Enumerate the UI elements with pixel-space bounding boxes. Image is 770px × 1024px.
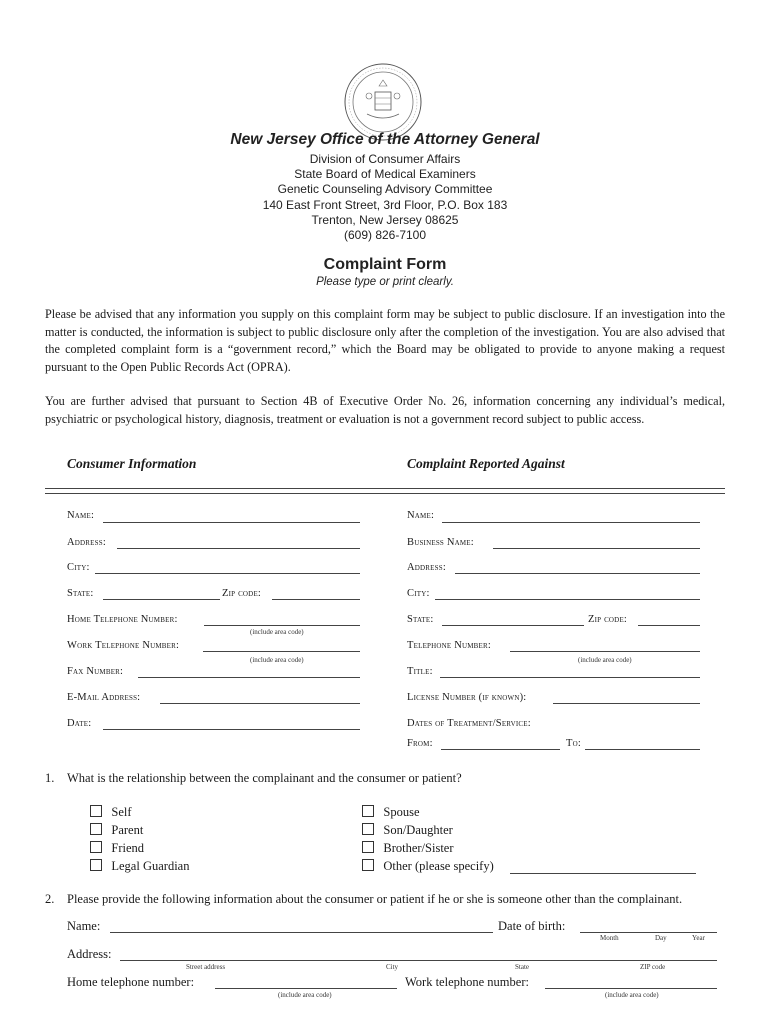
q2-name-label: Name: [67, 919, 101, 933]
option-label: Self [111, 805, 132, 819]
against-to-label: To: [566, 738, 581, 749]
state-hint: State [515, 963, 529, 971]
option-label: Brother/Sister [383, 841, 454, 855]
consumer-home-phone-label: Home Telephone Number: [67, 614, 178, 625]
against-state-field[interactable] [442, 625, 584, 626]
against-dates-label: Dates of Treatment/Service: [407, 718, 531, 729]
form-subtitle: Please type or print clearly. [316, 276, 454, 288]
consumer-zip-label: Zip code: [222, 588, 262, 599]
checkbox[interactable] [362, 859, 374, 871]
address-line: Trenton, New Jersey 08625 [311, 212, 459, 227]
consumer-name-field[interactable] [103, 522, 360, 523]
checkbox[interactable] [362, 823, 374, 835]
against-state-label: State: [407, 614, 434, 625]
consumer-date-field[interactable] [103, 729, 360, 730]
q2-address-label: Address: [67, 947, 112, 961]
address-line: State Board of Medical Examiners [294, 167, 476, 182]
against-zip-label: Zip code: [588, 614, 628, 625]
option-label: Spouse [383, 805, 420, 819]
address-line: (609) 826-7100 [343, 228, 427, 243]
q2-text: Please provide the following information about the consumer or patient if he or she is someone other than the complainant. [67, 892, 683, 906]
consumer-fax-label: Fax Number: [67, 666, 124, 677]
other-specify-field[interactable] [510, 873, 696, 874]
against-title-label: Title: [407, 666, 433, 677]
consumer-state-label: State: [67, 588, 94, 599]
checkbox[interactable] [90, 841, 102, 853]
q2-work-phone-field[interactable] [545, 988, 717, 989]
option-label: Parent [111, 823, 144, 837]
option-parent[interactable] [90, 823, 143, 838]
against-title-field[interactable] [440, 677, 700, 678]
agency-title: New Jersey Office of the Attorney General [230, 131, 540, 148]
consumer-address-label: Address: [67, 537, 106, 548]
checkbox[interactable] [90, 859, 102, 871]
address-line: Genetic Counseling Advisory Committee [277, 182, 493, 197]
address-line: Division of Consumer Affairs [309, 152, 461, 166]
consumer-work-phone-field[interactable] [203, 651, 360, 652]
consumer-home-phone-field[interactable] [204, 625, 360, 626]
area-code-hint: (include area code) [250, 628, 304, 636]
q2-home-phone-label: Home telephone number: [67, 975, 195, 989]
option-label: Son/Daughter [383, 823, 453, 837]
consumer-email-label: E-Mail Address: [67, 692, 141, 703]
area-code-hint: (include area code) [278, 991, 332, 999]
q2-name-field[interactable] [110, 932, 493, 933]
executive-order-paragraph: You are further advised that pursuant to Section 4B of Executive Order No. 26, information concerning any individual’s medical, psychiatric or psychological history, diagnosis, treatment or evaluation is not a government record subject to public access. [45, 394, 725, 426]
option-legal-guardian[interactable] [90, 859, 189, 874]
form-title: Complaint Form [323, 256, 447, 273]
street-hint: Street address [186, 963, 226, 971]
consumer-zip-field[interactable] [272, 599, 360, 600]
against-city-field[interactable] [435, 599, 700, 600]
consumer-info-heading: Consumer Information [67, 456, 197, 471]
option-brother-sister[interactable] [362, 841, 454, 856]
agency-address [0, 152, 770, 243]
checkbox[interactable] [90, 805, 102, 817]
q2-dob-field[interactable] [580, 932, 717, 933]
option-label: Legal Guardian [111, 859, 190, 873]
dob-day-hint: Day [655, 934, 667, 942]
consumer-work-phone-label: Work Telephone Number: [67, 640, 180, 651]
option-friend[interactable] [90, 841, 144, 856]
against-telephone-field[interactable] [510, 651, 700, 652]
checkbox[interactable] [362, 805, 374, 817]
consumer-email-field[interactable] [160, 703, 360, 704]
against-from-field[interactable] [441, 749, 560, 750]
section-divider [45, 488, 725, 494]
against-to-field[interactable] [585, 749, 700, 750]
against-license-label: License Number (if known): [407, 692, 527, 703]
address-line: 140 East Front Street, 3rd Floor, P.O. Box 183 [262, 197, 508, 212]
against-name-field[interactable] [442, 522, 700, 523]
against-name-label: Name: [407, 510, 435, 521]
option-label: Other (please specify) [383, 859, 494, 873]
against-address-field[interactable] [455, 573, 700, 574]
zip-hint: ZIP code [640, 963, 666, 971]
q2-work-phone-label: Work telephone number: [405, 975, 529, 989]
q1-number: 1. [45, 771, 55, 785]
city-hint: City [386, 963, 399, 971]
dob-year-hint: Year [692, 934, 705, 942]
consumer-name-label: Name: [67, 510, 95, 521]
consumer-state-field[interactable] [103, 599, 220, 600]
against-business-name-label: Business Name: [407, 537, 474, 548]
against-address-label: Address: [407, 562, 446, 573]
consumer-address-field[interactable] [117, 548, 360, 549]
option-spouse[interactable] [362, 805, 420, 820]
against-zip-field[interactable] [638, 625, 700, 626]
against-license-field[interactable] [553, 703, 700, 704]
option-self[interactable] [90, 805, 132, 820]
against-from-label: From: [407, 738, 433, 749]
q2-number: 2. [45, 892, 55, 906]
state-seal-icon [343, 62, 423, 142]
consumer-city-field[interactable] [95, 573, 360, 574]
consumer-fax-field[interactable] [138, 677, 360, 678]
q2-address-field[interactable] [120, 960, 717, 961]
q2-dob-label: Date of birth: [498, 919, 566, 933]
q2-home-phone-field[interactable] [215, 988, 397, 989]
against-city-label: City: [407, 588, 430, 599]
checkbox[interactable] [362, 841, 374, 853]
area-code-hint: (include area code) [578, 656, 632, 664]
area-code-hint: (include area code) [250, 656, 304, 664]
complaint-against-heading: Complaint Reported Against [407, 456, 565, 471]
option-label: Friend [111, 841, 145, 855]
option-son-daughter[interactable] [362, 823, 453, 838]
option-other[interactable] [362, 859, 494, 874]
checkbox[interactable] [90, 823, 102, 835]
disclosure-paragraph: Please be advised that any information you supply on this complaint form may be subject to public disclosure. If an investigation into the matter is conducted, the information is subject to public disclosure only after the completion of the investigation. You are also advised that the completed complaint form is a “government record,” which the Board may be obligated to provide to anyone making a request pursuant to the Open Public Records Act (OPRA). [45, 307, 725, 374]
dob-month-hint: Month [600, 934, 619, 942]
consumer-city-label: City: [67, 562, 90, 573]
against-business-name-field[interactable] [493, 548, 700, 549]
against-telephone-label: Telephone Number: [407, 640, 491, 651]
q1-text: What is the relationship between the complainant and the consumer or patient? [67, 771, 462, 785]
area-code-hint: (include area code) [605, 991, 659, 999]
consumer-date-label: Date: [67, 718, 92, 729]
